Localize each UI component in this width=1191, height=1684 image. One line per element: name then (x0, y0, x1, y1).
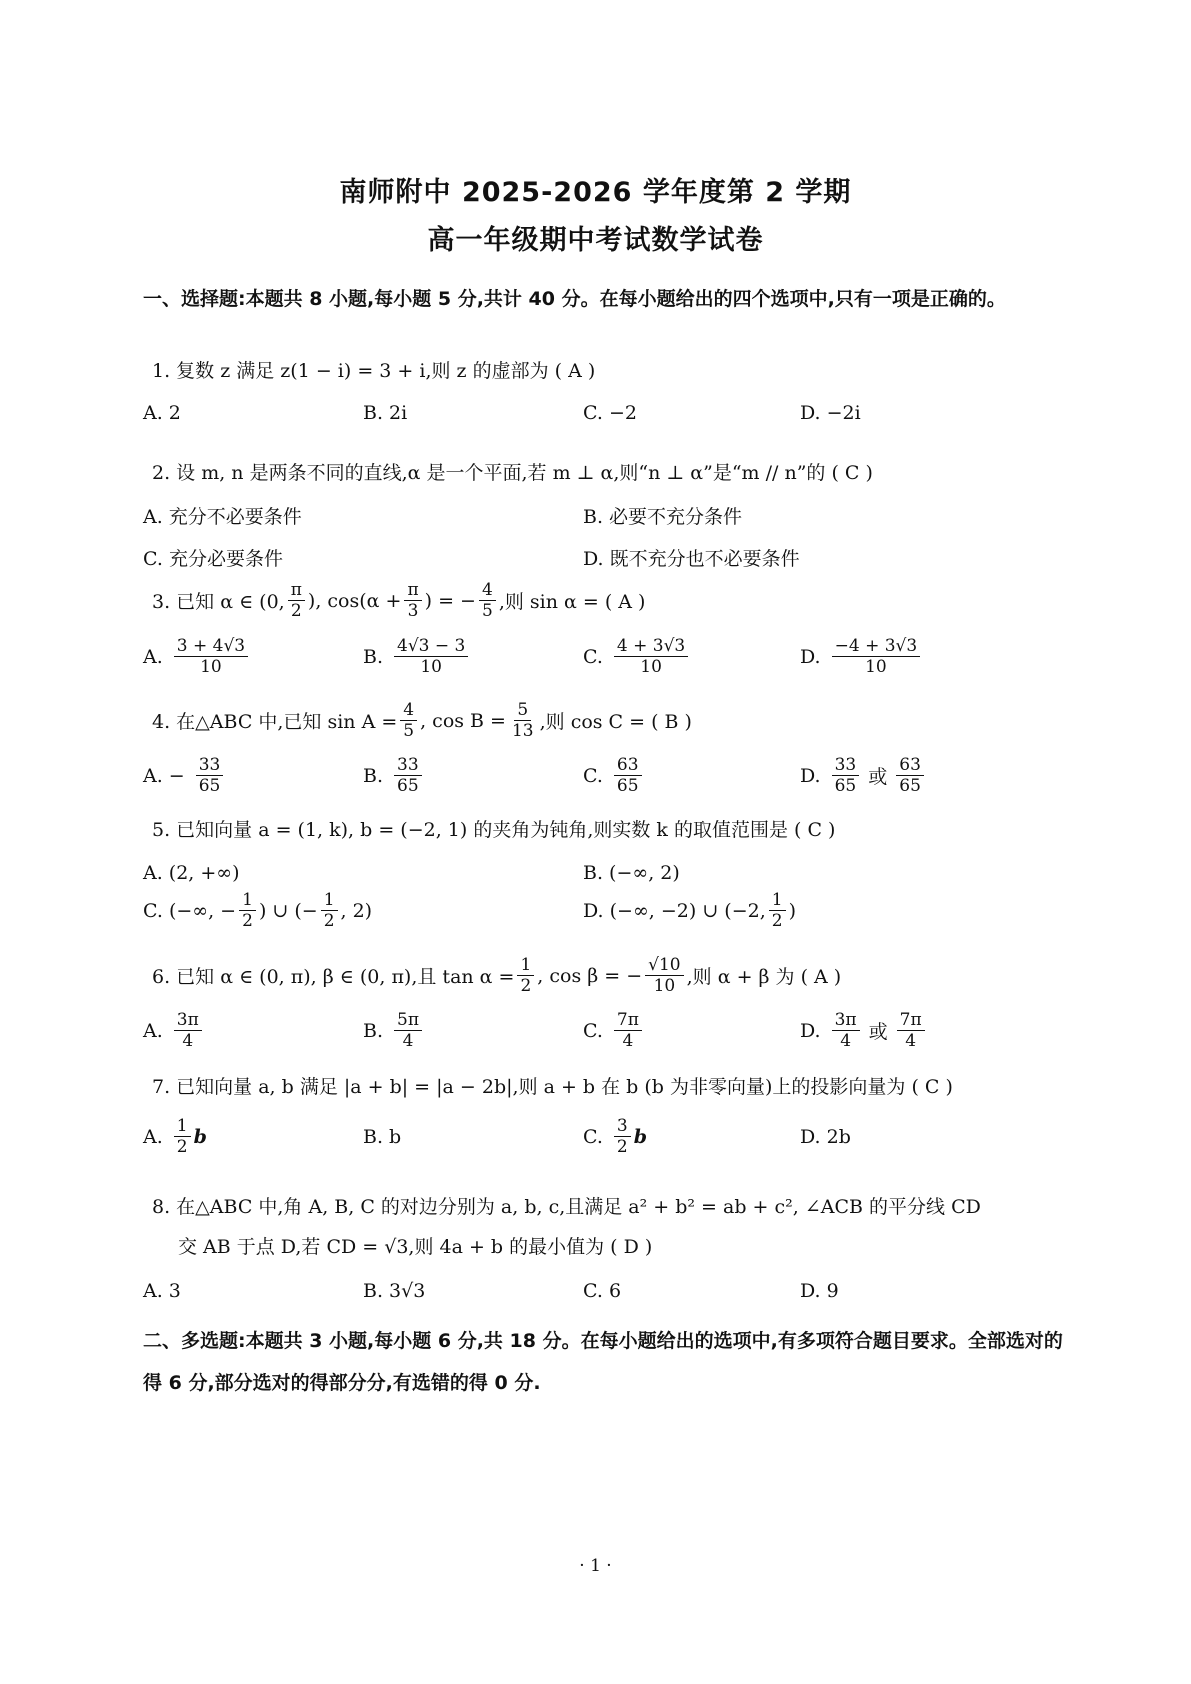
exam-title-line2: 高一年级期中考试数学试卷 (427, 225, 764, 256)
q3-option-d: D. $\frac{-4 + 3√3}{10}$ (800, 636, 923, 677)
q3-fraction-3: $\frac{4}{5}$ (479, 580, 496, 621)
q1-option-d: D. −2i (800, 402, 861, 424)
q4-option-a: A. − $\frac{33}{65}$ (143, 755, 226, 796)
q4-option-d: D. $\frac{33}{65}$ 或 $\frac{63}{65}$ (800, 755, 927, 796)
q5-option-d: D. (−∞, −2) ∪ (−2, $\frac{1}{2}$ ) (583, 890, 797, 931)
q3-option-c: C. $\frac{4 + 3√3}{10}$ (583, 636, 691, 677)
q4-option-c: C. $\frac{63}{65}$ (583, 755, 645, 796)
question-4-stem: 4. 在△ABC 中,已知 sin A = $\frac{4}{5}$ , cos B = $\frac{5}{13}$ ,则 cos C = ( B ) (152, 700, 692, 741)
q2-option-d: D. 既不充分也不必要条件 (583, 548, 800, 570)
q3-stem-part-c: ) = − (424, 589, 476, 612)
q3-option-a: A. $\frac{3 + 4√3}{10}$ (143, 636, 251, 677)
question-8-stem-line2: 交 AB 于点 D,若 CD = √3,则 4a + b 的最小值为 ( D ) (178, 1236, 653, 1258)
q6-option-a: A. $\frac{3\pi}{4}$ (143, 1010, 205, 1051)
q3-option-b: B. $\frac{4√3 - 3}{10}$ (363, 636, 471, 677)
q1-option-a: A. 2 (143, 402, 181, 424)
exam-title-line1: 南师附中 2025-2026 学年度第 2 学期 (339, 177, 852, 208)
q3-fraction-1: $\frac{\pi}{2}$ (288, 580, 305, 621)
q8-option-b: B. 3√3 (363, 1280, 426, 1302)
q8-option-a: A. 3 (143, 1280, 181, 1302)
q2-option-c: C. 充分必要条件 (143, 548, 283, 570)
q1-option-c: C. −2 (583, 402, 637, 424)
q3-stem-part-d: ,则 sin α = ( A ) (498, 591, 646, 613)
q2-option-a: A. 充分不必要条件 (143, 506, 302, 528)
q8-option-d: D. 9 (800, 1280, 839, 1302)
q3-stem-part-b: ), cos(α + (307, 589, 402, 612)
question-2-stem: 2. 设 m, n 是两条不同的直线,α 是一个平面,若 m ⊥ α,则“n ⊥ α”是“m // n”的 ( C ) (152, 462, 873, 484)
question-7-stem: 7. 已知向量 a, b 满足 |a + b| = |a − 2b|,则 a + b 在 b (b 为非零向量)上的投影向量为 ( C ) (152, 1076, 953, 1098)
question-1-stem: 1. 复数 z 满足 z(1 − i) = 3 + i,则 z 的虚部为 ( A ) (152, 360, 596, 382)
q6-option-d: D. $\frac{3\pi}{4}$ 或 $\frac{7\pi}{4}$ (800, 1010, 928, 1051)
q3-fraction-2: $\frac{\pi}{3}$ (404, 580, 421, 621)
q6-option-c: C. $\frac{7\pi}{4}$ (583, 1010, 645, 1051)
question-3-stem (152, 580, 645, 621)
q4-option-b: B. $\frac{33}{65}$ (363, 755, 425, 796)
q5-option-a: A. (2, +∞) (143, 862, 240, 884)
section1-heading: 一、选择题:本题共 8 小题,每小题 5 分,共计 40 分。在每小题给出的四个选项中,只有一项是正确的。 (143, 288, 1006, 310)
q7-option-a: A. $\frac{1}{2}$ b (143, 1116, 207, 1157)
q1-option-b: B. 2i (363, 402, 408, 424)
q6-option-b: B. $\frac{5\pi}{4}$ (363, 1010, 425, 1051)
q7-option-b: B. b (363, 1126, 402, 1148)
q5-option-b: B. (−∞, 2) (583, 862, 680, 884)
question-6-stem: 6. 已知 α ∈ (0, π), β ∈ (0, π),且 tan α = $\frac{1}{2}$ , cos β = − $\frac{√10}{10}$ ,则 α + β 为 ( A ) (152, 955, 842, 996)
q3-stem-part-a: 3. 已知 α ∈ (0, (152, 591, 285, 613)
q2-option-b: B. 必要不充分条件 (583, 506, 743, 528)
question-8-stem-line1: 8. 在△ABC 中,角 A, B, C 的对边分别为 a, b, c,且满足 a² + b² = ab + c², ∠ACB 的平分线 CD (152, 1196, 981, 1218)
q5-option-c: C. (−∞, − $\frac{1}{2}$ ) ∪ (− $\frac{1}{2}$ , 2) (143, 890, 373, 931)
question-5-stem: 5. 已知向量 a = (1, k), b = (−2, 1) 的夹角为钝角,则实数 k 的取值范围是 ( C ) (152, 819, 836, 841)
q7-option-d: D. 2b (800, 1126, 851, 1148)
q8-option-c: C. 6 (583, 1280, 622, 1302)
page-number: · 1 · (579, 1556, 612, 1576)
section2-heading: 二、多选题:本题共 3 小题,每小题 6 分,共 18 分。在每小题给出的选项中,有多项符合题目要求。全部选对的得 6 分,部分选对的得部分分,有选错的得 0 分. (143, 1330, 1063, 1394)
q7-option-c: C. $\frac{3}{2}$ b (583, 1116, 648, 1157)
